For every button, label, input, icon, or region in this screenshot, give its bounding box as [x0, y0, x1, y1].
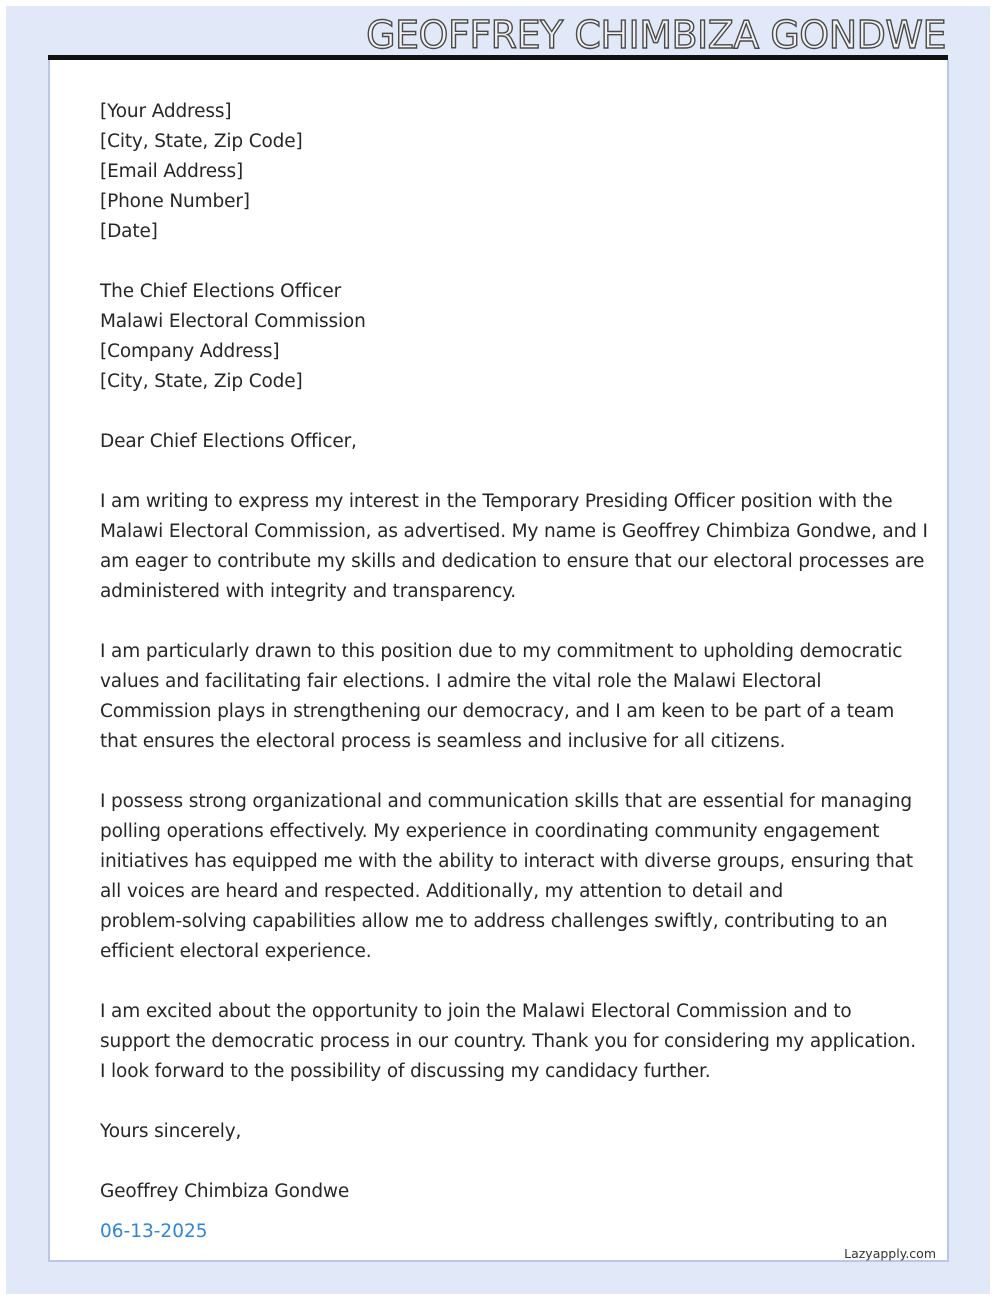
- paragraph-line: administered with integrity and transparency.: [100, 581, 517, 602]
- paragraph-line: problem-solving capabilities allow me to address challenges swiftly, contributing to an: [100, 911, 888, 932]
- closing: Yours sincerely,: [100, 1121, 242, 1142]
- recipient-organization: Malawi Electoral Commission: [100, 311, 366, 332]
- paragraph-line: Malawi Electoral Commission, as advertised. My name is Geoffrey Chimbiza Gondwe, and I: [100, 521, 928, 542]
- paragraph-line: I am writing to express my interest in the Temporary Presiding Officer position with the: [100, 491, 893, 512]
- paragraph-3: [100, 787, 913, 967]
- recipient-block: [100, 277, 900, 397]
- sender-block: [100, 97, 900, 247]
- sender-date: [Date]: [100, 221, 158, 242]
- recipient-address: [Company Address]: [100, 341, 280, 362]
- paragraph-line: I am particularly drawn to this position due to my commitment to upholding democratic: [100, 641, 903, 662]
- sender-phone: [Phone Number]: [100, 191, 250, 212]
- paragraph-line: initiatives has equipped me with the ability to interact with diverse groups, ensuring that: [100, 851, 913, 872]
- sender-city-state-zip: [City, State, Zip Code]: [100, 131, 303, 152]
- paragraph-line: I am excited about the opportunity to join the Malawi Electoral Commission and to: [100, 1001, 852, 1022]
- footer-date: 06-13-2025: [100, 1221, 208, 1242]
- paragraph-line: support the democratic process in our country. Thank you for considering my application.: [100, 1031, 916, 1052]
- paragraph-line: efficient electoral experience.: [100, 941, 372, 962]
- recipient-title: The Chief Elections Officer: [100, 281, 342, 302]
- paragraph-4: [100, 997, 916, 1087]
- watermark: Lazyapply.com: [844, 1246, 936, 1261]
- signature: Geoffrey Chimbiza Gondwe: [100, 1181, 350, 1202]
- paragraph-line: that ensures the electoral process is seamless and inclusive for all citizens.: [100, 731, 786, 752]
- cover-letter-body: [100, 97, 928, 1207]
- paragraph-line: I possess strong organizational and communication skills that are essential for managing: [100, 791, 912, 812]
- paragraph-line: I look forward to the possibility of discussing my candidacy further.: [100, 1061, 711, 1082]
- sender-address: [Your Address]: [100, 101, 232, 122]
- paragraph-2: [100, 637, 903, 757]
- sender-email: [Email Address]: [100, 161, 244, 182]
- paragraph-line: am eager to contribute my skills and dedication to ensure that our electoral processes are: [100, 551, 925, 572]
- paragraph-line: all voices are heard and respected. Additionally, my attention to detail and: [100, 881, 784, 902]
- paragraph-line: polling operations effectively. My experience in coordinating community engagement: [100, 821, 880, 842]
- applicant-name-heading: GEOFFREY CHIMBIZA GONDWE: [366, 13, 946, 57]
- paragraph-line: Commission plays in strengthening our democracy, and I am keen to be part of a team: [100, 701, 895, 722]
- paragraph-line: values and facilitating fair elections. I admire the vital role the Malawi Electoral: [100, 671, 822, 692]
- paragraph-1: [100, 487, 928, 607]
- salutation: Dear Chief Elections Officer,: [100, 431, 357, 452]
- recipient-city-state-zip: [City, State, Zip Code]: [100, 371, 303, 392]
